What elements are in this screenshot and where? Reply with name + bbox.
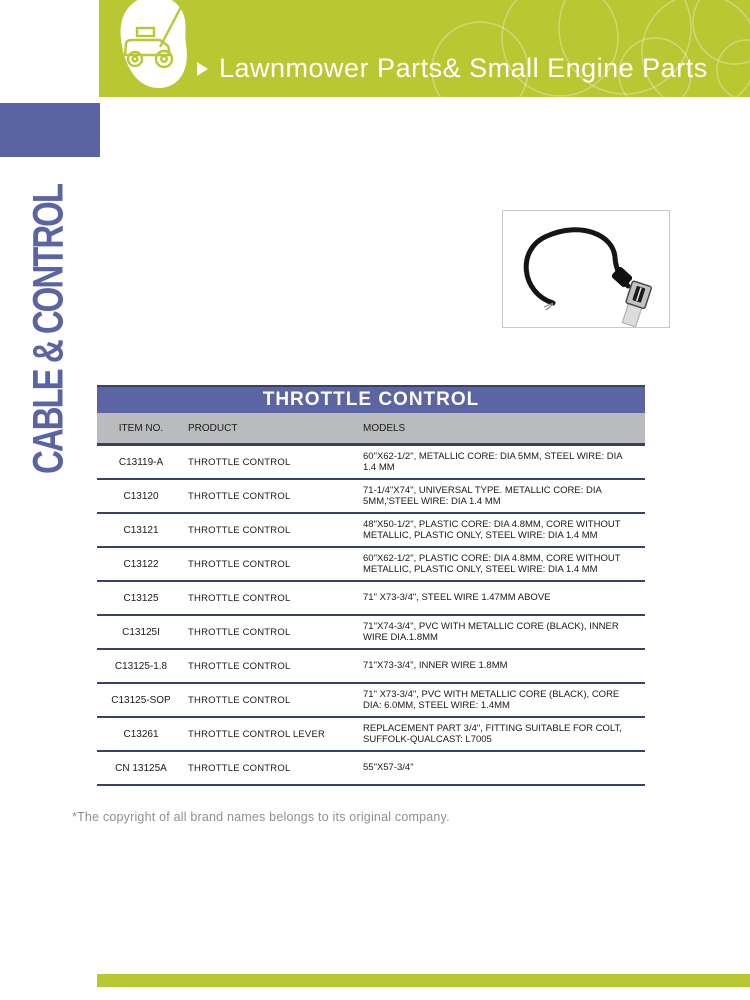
lawnmower-icon xyxy=(112,0,192,93)
cell-product: THROTTLE CONTROL xyxy=(188,660,291,672)
cell-models: 71" X73-3/4", STEEL WIRE 1.47MM ABOVE xyxy=(363,592,551,604)
parts-table xyxy=(97,385,645,786)
cell-models: 60"X62-1/2", METALLIC CORE: DIA 5MM, STEEL WIRE: DIA 1.4 MM xyxy=(363,450,623,473)
cell-product: THROTTLE CONTROL xyxy=(188,626,291,638)
table-row xyxy=(97,650,645,684)
triangle-right-icon xyxy=(197,62,208,76)
product-photo xyxy=(502,210,670,328)
header-band xyxy=(99,0,750,97)
table-row xyxy=(97,718,645,752)
corner-accent-square xyxy=(0,103,100,157)
cell-item-no: CN 13125A xyxy=(115,762,167,774)
throttle-cable-image xyxy=(503,211,669,327)
cell-models: 48"X50-1/2", PLASTIC CORE: DIA 4.8MM, CORE WITHOUT METALLIC, PLASTIC ONLY, STEEL WIRE: DIA 1.4 MM xyxy=(363,518,621,541)
cell-product: THROTTLE CONTROL xyxy=(188,762,291,774)
cell-item-no: C13125 xyxy=(123,592,159,604)
table-row xyxy=(97,582,645,616)
column-header-models: MODELS xyxy=(363,422,406,434)
category-vertical-title: CABLE & CONTROL xyxy=(23,185,72,474)
cell-item-no: C13122 xyxy=(123,558,159,570)
cell-item-no: C13121 xyxy=(123,524,159,536)
cell-models: REPLACEMENT PART 3/4", FITTING SUITABLE FOR COLT, SUFFOLK-QUALCAST: L7005 xyxy=(363,722,622,745)
cell-item-no: C13125I xyxy=(122,626,160,638)
table-body xyxy=(97,446,645,786)
table-row xyxy=(97,752,645,786)
cell-models: 60"X62-1/2", PLASTIC CORE: DIA 4.8MM, CORE WITHOUT METALLIC, PLASTIC ONLY, STEEL WIRE: DIA 1.4 MM xyxy=(363,552,621,575)
cell-item-no: C13119-A xyxy=(118,456,164,468)
table-title: THROTTLE CONTROL xyxy=(97,385,645,413)
cell-product: THROTTLE CONTROL LEVER xyxy=(188,728,326,740)
table-row xyxy=(97,616,645,650)
table-row xyxy=(97,548,645,582)
cell-models: 71"X73-3/4", INNER WIRE 1.8MM xyxy=(363,660,508,672)
column-header-product: PRODUCT xyxy=(188,422,238,434)
table-row xyxy=(97,480,645,514)
cell-models: 71" X73-3/4", PVC WITH METALLIC CORE (BLACK), CORE DIA: 6.0MM, STEEL WIRE: 1.4MM xyxy=(363,688,620,711)
cell-item-no: C13125-1.8 xyxy=(114,660,168,672)
cell-item-no: C13120 xyxy=(123,490,159,502)
cell-product: THROTTLE CONTROL xyxy=(188,592,291,604)
cell-models: 71"X74-3/4", PVC WITH METALLIC CORE (BLACK), INNER WIRE DIA.1.8MM xyxy=(363,620,619,643)
page-title: Lawnmower Parts& Small Engine Parts xyxy=(219,53,708,83)
header-title-row xyxy=(197,53,708,84)
cell-product: THROTTLE CONTROL xyxy=(188,456,291,468)
copyright-note: *The copyright of all brand names belongs to its original company. xyxy=(72,810,450,824)
cell-item-no: C13261 xyxy=(123,728,159,740)
cell-product: THROTTLE CONTROL xyxy=(188,558,291,570)
bottom-accent-band xyxy=(97,974,750,987)
cell-product: THROTTLE CONTROL xyxy=(188,490,291,502)
cell-product: THROTTLE CONTROL xyxy=(188,524,291,536)
cell-product: THROTTLE CONTROL xyxy=(188,694,291,706)
column-header-item-no: ITEM NO. xyxy=(118,422,164,434)
table-row xyxy=(97,684,645,718)
cell-item-no: C13125-SOP xyxy=(111,694,171,706)
table-row xyxy=(97,514,645,548)
table-column-headers xyxy=(97,413,645,446)
cell-models: 71-1/4"X74", UNIVERSAL TYPE. METALLIC CORE: DIA 5MM,'STEEL WIRE: DIA 1.4 MM xyxy=(363,484,602,507)
table-row xyxy=(97,446,645,480)
cell-models: 55"X57-3/4" xyxy=(363,762,414,774)
